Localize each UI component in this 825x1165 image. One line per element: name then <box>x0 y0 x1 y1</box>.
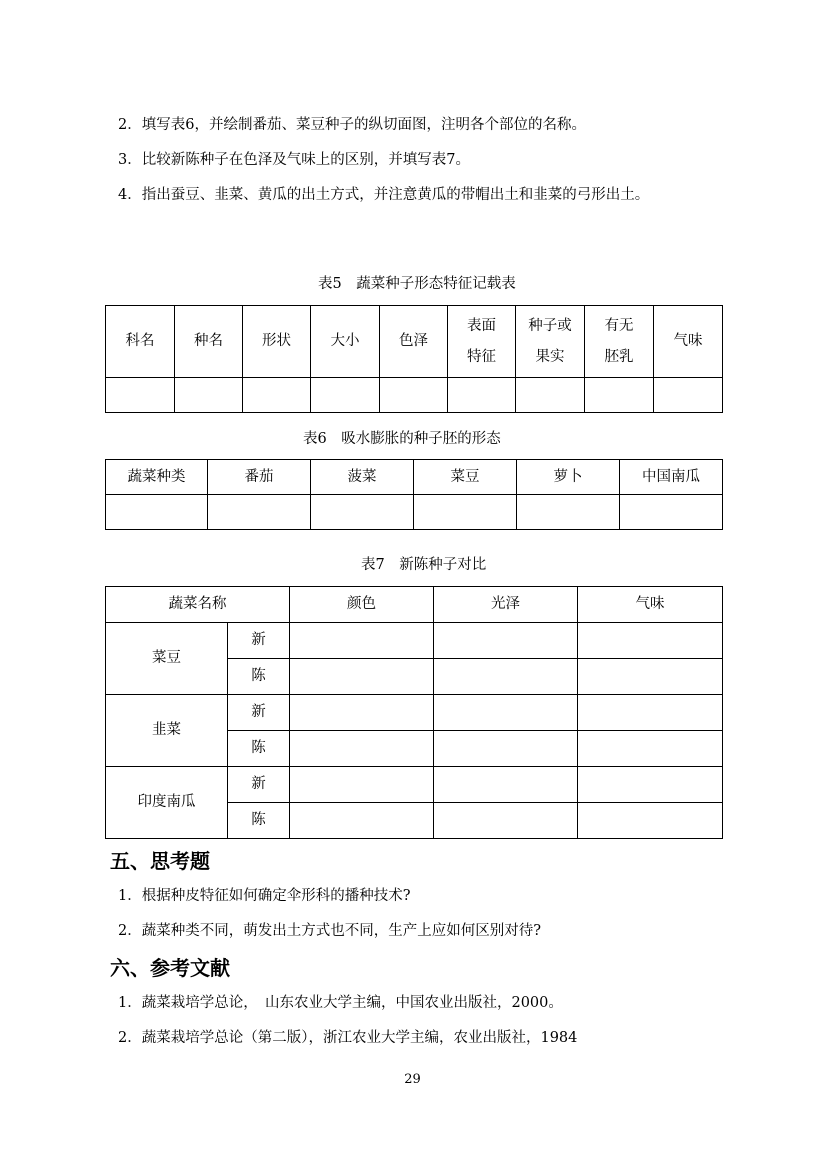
t6-header-pumpkin: 中国南瓜 <box>620 460 723 495</box>
t6-header-kidney-bean: 菜豆 <box>414 460 517 495</box>
t7-row-new: 新 <box>228 695 290 731</box>
table5-caption: 表5 蔬菜种子形态特征记载表 <box>318 276 516 292</box>
step-3: 3．比较新陈种子在色泽及气味上的区别，并填写表7。 <box>118 152 470 168</box>
table6 <box>105 459 723 530</box>
t7-header-name: 蔬菜名称 <box>106 587 290 623</box>
t6-header-tomato: 番茄 <box>208 460 311 495</box>
step-2: 2．填写表6，并绘制番茄、菜豆种子的纵切面图，注明各个部位的名称。 <box>118 117 586 133</box>
t5-header-family: 科名 <box>106 306 175 378</box>
section6-title: 六、参考文献 <box>110 956 230 980</box>
table5 <box>105 305 723 413</box>
question-1: 1．根据种皮特征如何确定伞形科的播种技术? <box>118 888 411 904</box>
step-4: 4．指出蚕豆、韭菜、黄瓜的出土方式，并注意黄瓜的带帽出土和韭菜的弓形出土。 <box>118 187 650 203</box>
t6-header-type: 蔬菜种类 <box>106 460 208 495</box>
t5-header-shape: 形状 <box>243 306 311 378</box>
question-2: 2．蔬菜种类不同，萌发出土方式也不同，生产上应如何区别对待? <box>118 923 541 939</box>
t7-row-vegetable: 韭菜 <box>106 695 228 767</box>
t7-header-luster: 光泽 <box>434 587 578 623</box>
t7-row-vegetable: 印度南瓜 <box>106 767 228 839</box>
t6-empty-row <box>106 495 723 530</box>
reference-1: 1．蔬菜栽培学总论， 山东农业大学主编，中国农业出版社，2000。 <box>118 995 563 1011</box>
t5-empty-row <box>106 378 723 413</box>
t5-header-size: 大小 <box>311 306 380 378</box>
t5-header-surface: 表面 特征 <box>448 306 516 378</box>
table6-caption: 表6 吸水膨胀的种子胚的形态 <box>303 431 501 447</box>
t7-row-new: 新 <box>228 623 290 659</box>
t7-header-color: 颜色 <box>290 587 434 623</box>
t7-row-new: 新 <box>228 767 290 803</box>
t5-header-odor: 气味 <box>654 306 723 378</box>
t7-row-old: 陈 <box>228 803 290 839</box>
t5-header-species: 种名 <box>175 306 243 378</box>
table7 <box>105 586 723 839</box>
section5-title: 五、思考题 <box>110 849 210 873</box>
t5-header-color: 色泽 <box>380 306 448 378</box>
t5-header-seed-or-fruit: 种子或 果实 <box>516 306 585 378</box>
reference-2: 2．蔬菜栽培学总论（第二版），浙江农业大学主编，农业出版社，1984 <box>118 1030 578 1046</box>
t7-row-old: 陈 <box>228 731 290 767</box>
t5-header-endosperm: 有无 胚乳 <box>585 306 654 378</box>
table7-caption: 表7 新陈种子对比 <box>361 557 487 573</box>
t7-header-odor: 气味 <box>578 587 723 623</box>
t6-header-spinach: 菠菜 <box>311 460 414 495</box>
t6-header-radish: 萝卜 <box>517 460 620 495</box>
t7-row-vegetable: 菜豆 <box>106 623 228 695</box>
page-number: 29 <box>404 1072 421 1087</box>
t7-row-old: 陈 <box>228 659 290 695</box>
